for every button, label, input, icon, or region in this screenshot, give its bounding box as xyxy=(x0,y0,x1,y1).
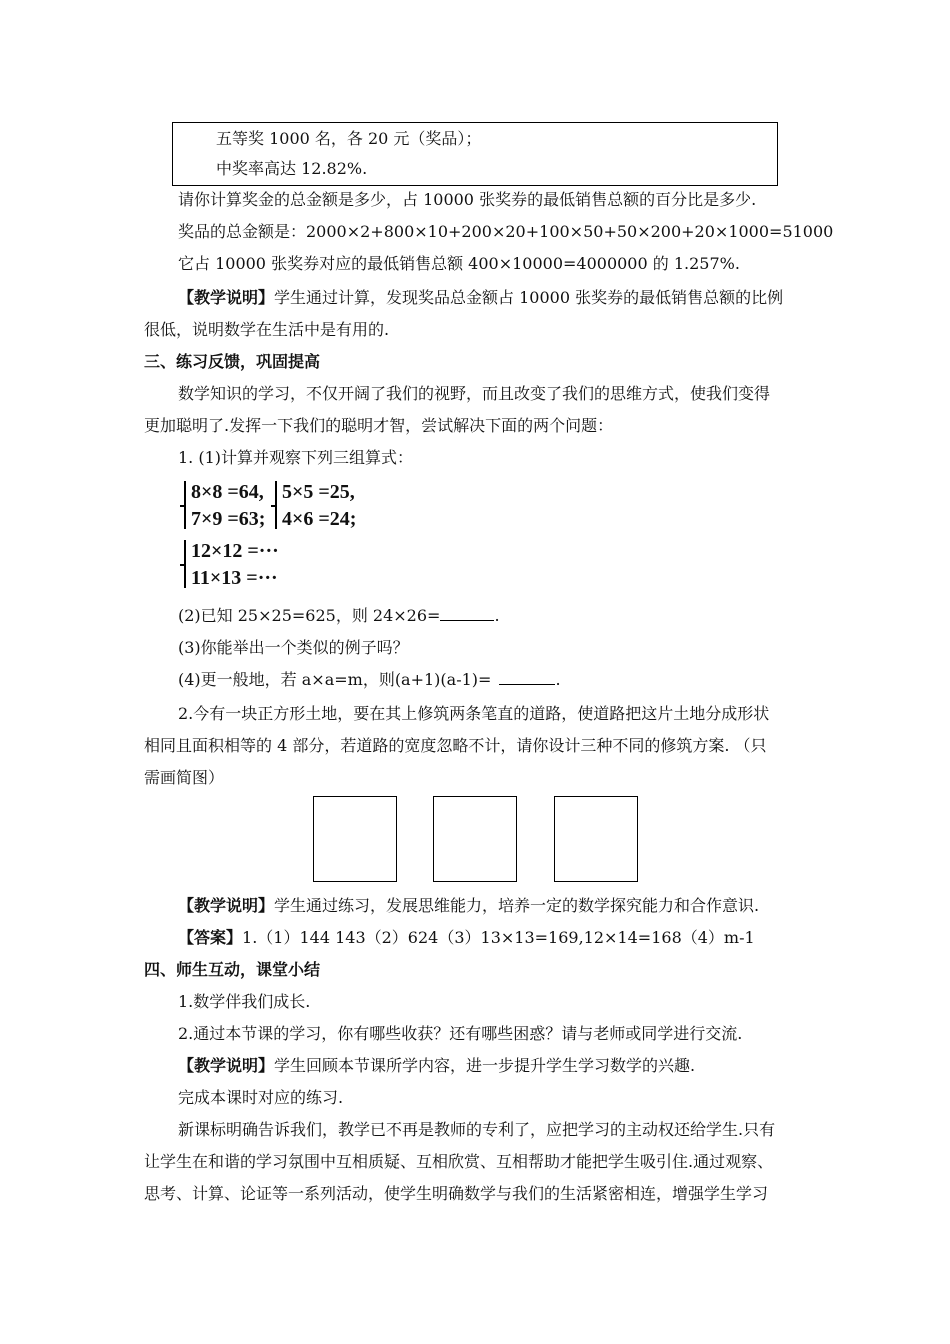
question-2: 2.今有一块正方形土地，要在其上修筑两条笔直的道路，使道路把这片土地分成形状 xyxy=(178,704,770,723)
answer-label: 【答案】 xyxy=(178,928,243,947)
eq-8x8: 8×8 =64, xyxy=(191,481,264,503)
question-1-part-1: 1. (1)计算并观察下列三组算式： xyxy=(178,448,414,467)
question-1-part-4-text: (4)更一般地，若 a×a=m，则(a+1)(a-1)= xyxy=(178,670,492,689)
answer-text: 1.（1）144 143（2）624（3）13×13=169,12×14=168（4）m-1 xyxy=(242,928,755,947)
teaching-note-3 xyxy=(178,1056,695,1076)
question-1-part-4-end: . xyxy=(555,670,561,689)
question-2-cont-2: 需画简图） xyxy=(144,768,225,787)
section-3-intro: 数学知识的学习，不仅开阔了我们的视野，而且改变了我们的思维方式，使我们变得 xyxy=(178,384,771,403)
land-square-2 xyxy=(433,796,517,882)
teaching-note-1 xyxy=(178,288,783,308)
eq-7x9: 7×9 =63; xyxy=(191,508,266,530)
summary-item-2: 2.通过本节课的学习，你有哪些收获？还有哪些困惑？请与老师或同学进行交流. xyxy=(178,1024,743,1043)
closing-paragraph-3: 思考、计算、论证等一系列活动，使学生明确数学与我们的生活紧密相连，增强学生学习 xyxy=(144,1184,769,1203)
land-square-1 xyxy=(313,796,397,882)
closing-paragraph-2: 让学生在和谐的学习氛围中互相质疑、互相欣赏、互相帮助才能把学生吸引住.通过观察、 xyxy=(144,1152,774,1171)
prize-info-box xyxy=(172,122,778,186)
section-3-intro-cont: 更加聪明了.发挥一下我们的聪明才智，尝试解决下面的两个问题： xyxy=(144,416,614,435)
closing-paragraph-1: 新课标明确告诉我们，教学已不再是教师的专利了，应把学习的主动权还给学生.只有 xyxy=(178,1120,776,1139)
eq-4x6: 4×6 =24; xyxy=(282,508,357,530)
question-1-part-3: (3)你能举出一个类似的例子吗？ xyxy=(178,638,409,657)
question-total-prize: 请你计算奖金的总金额是多少，占 10000 张奖券的最低销售总额的百分比是多少. xyxy=(178,190,757,209)
teaching-note-text: 学生通过练习，发展思维能力，培养一定的数学探究能力和合作意识. xyxy=(274,896,760,915)
question-2-cont-1: 相同且面积相等的 4 部分，若道路的宽度忽略不计，请你设计三种不同的修筑方案. （只 xyxy=(144,736,767,755)
teaching-note-text: 学生通过计算，发现奖品总金额占 10000 张奖券的最低销售总额的比例 xyxy=(274,288,784,307)
teaching-note-label: 【教学说明】 xyxy=(178,288,275,307)
teaching-note-1-cont: 很低，说明数学在生活中是有用的. xyxy=(144,320,390,339)
teaching-note-label: 【教学说明】 xyxy=(178,1056,275,1075)
prize-line-fifth: 五等奖 1000 名，各 20 元（奖品）； xyxy=(216,129,482,148)
question-1-part-2 xyxy=(178,606,500,626)
eq-12x12: 12×12 =··· xyxy=(191,540,279,562)
prize-line-rate: 中奖率高达 12.82%. xyxy=(216,159,368,178)
answer-blank-2 xyxy=(499,670,555,685)
question-1-part-4 xyxy=(178,670,561,690)
calc-total-prize: 奖品的总金额是：2000×2+800×10+200×20+100×50+50×200+20×1000=51000 xyxy=(178,222,834,241)
answer-line xyxy=(178,928,755,948)
answer-blank-1 xyxy=(440,606,494,621)
summary-item-1: 1.数学伴我们成长. xyxy=(178,992,311,1011)
eq-11x13: 11×13 =··· xyxy=(191,567,278,589)
teaching-note-label: 【教学说明】 xyxy=(178,896,275,915)
teaching-note-text: 学生回顾本节课所学内容，进一步提升学生学习数学的兴趣. xyxy=(274,1056,696,1075)
teaching-note-2 xyxy=(178,896,759,916)
question-1-part-2-end: . xyxy=(494,606,500,625)
calc-percentage: 它占 10000 张奖券对应的最低销售总额 400×10000=4000000 的 1.257%. xyxy=(178,254,740,273)
homework-line: 完成本课时对应的练习. xyxy=(178,1088,344,1107)
eq-5x5: 5×5 =25, xyxy=(282,481,355,503)
question-1-part-2-text: (2)已知 25×25=625，则 24×26= xyxy=(178,606,441,625)
land-square-3 xyxy=(554,796,638,882)
section-3-heading: 三、练习反馈，巩固提高 xyxy=(144,352,321,371)
section-4-heading: 四、师生互动，课堂小结 xyxy=(144,960,321,979)
